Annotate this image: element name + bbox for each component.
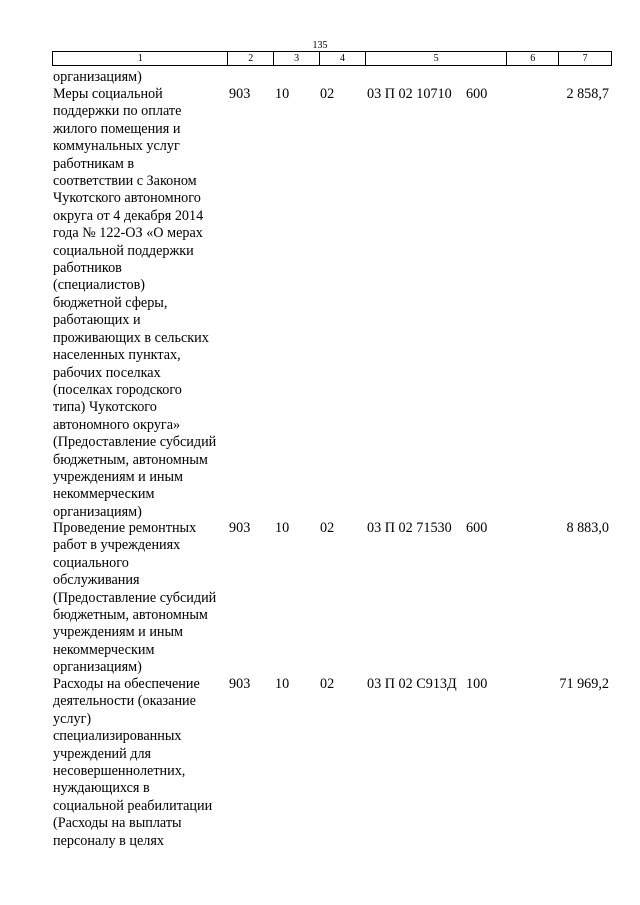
header-col-7: 7 <box>582 53 588 64</box>
header-col-2: 2 <box>228 52 274 65</box>
row-amount: 8 883,0 <box>566 520 609 536</box>
row-section: 10 <box>275 86 290 102</box>
row-ved: 903 <box>229 520 251 536</box>
continuation-text: организациям) <box>53 69 142 85</box>
header-col-3: 3 <box>274 52 320 65</box>
row-expense-type: 600 <box>466 520 488 536</box>
row-name: Проведение ремонтных работ в учреждениях социального обслуживания (Предоставление субсидий бюджетным, автономным учреждениям и иным некоммерческим организациям) <box>53 520 217 676</box>
row-subsection: 02 <box>320 676 335 692</box>
header-col-4: 4 <box>320 52 366 65</box>
row-target: 03 П 02 С913Д <box>367 676 457 692</box>
row-expense-type: 100 <box>466 676 488 692</box>
row-section: 10 <box>275 520 290 536</box>
row-name: Расходы на обеспечение деятельности (оказание услуг) специализированных учреждений для несовершеннолетних, нуждающихся в социальной реабилитации (Расходы на выплаты персоналу в целях <box>53 676 213 849</box>
row-target: 03 П 02 10710 <box>367 86 452 102</box>
row-ved: 903 <box>229 676 251 692</box>
row-section: 10 <box>275 676 290 692</box>
row-subsection: 02 <box>320 86 335 102</box>
header-col-1: 1 <box>53 52 228 65</box>
header-col-6: 6 <box>507 52 559 65</box>
row-target: 03 П 02 71530 <box>367 520 452 536</box>
row-expense-type: 600 <box>466 86 488 102</box>
page-number: 135 <box>312 40 328 51</box>
row-name: Меры социальной поддержки по оплате жилого помещения и коммунальных услуг работникам в соответствии с Законом Чукотского автономного округа от 4 декабря 2014 года № 122-ОЗ «О мерах социальной поддержки работников (специалистов) бюджетной сферы, работающих и проживающих в сельских населенных пунктах, рабочих поселках (поселках городского типа) Чукотского автономного округа» (Предоставление субсидий бюджетным, автономным учреждениям и иным некоммерческим организациям) <box>53 86 217 520</box>
row-subsection: 02 <box>320 520 335 536</box>
row-ved: 903 <box>229 86 251 102</box>
row-amount: 71 969,2 <box>559 676 609 692</box>
row-amount: 2 858,7 <box>566 86 609 102</box>
table-header-row <box>52 51 612 66</box>
header-col-5: 5 <box>366 52 507 65</box>
